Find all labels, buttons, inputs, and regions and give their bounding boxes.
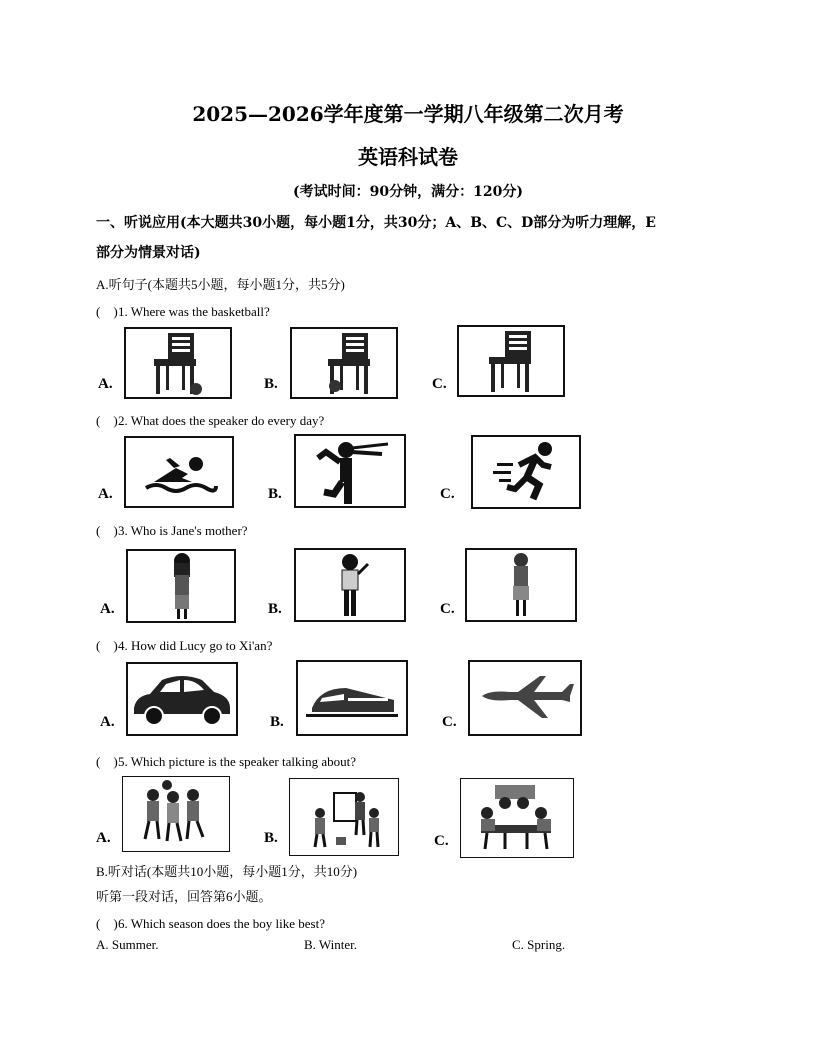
person-icon xyxy=(296,550,404,620)
question-3 xyxy=(96,520,248,539)
option-label-b: B. xyxy=(268,486,282,502)
option-label-a: A. xyxy=(96,830,111,846)
option-label-a: A. xyxy=(100,714,115,730)
train-icon xyxy=(298,662,406,734)
option-a[interactable]: A. Summer. xyxy=(96,937,159,952)
answer-paren[interactable]: ( ) xyxy=(96,916,118,931)
question-1 xyxy=(96,301,270,320)
exam-info: (考试时间：90分钟，满分：120分) xyxy=(293,184,523,200)
person-icon xyxy=(128,551,234,621)
image-classroom[interactable] xyxy=(289,778,399,856)
partB-instruction: 听第一段对话，回答第6小题。 xyxy=(96,889,272,904)
chair-icon xyxy=(292,329,396,397)
image-swimming[interactable] xyxy=(124,436,234,508)
classroom-icon xyxy=(290,779,396,853)
children-group-icon xyxy=(123,777,227,849)
partA-heading: A.听句子(本题共5小题，每小题1分，共5分) xyxy=(96,277,345,292)
image-woman-curly-hair[interactable] xyxy=(465,548,577,622)
image-children-playing[interactable] xyxy=(122,776,230,852)
image-car[interactable] xyxy=(126,662,238,736)
image-girl-short-hair[interactable] xyxy=(294,548,406,622)
car-icon xyxy=(128,664,236,734)
ball-icon xyxy=(329,380,341,392)
question-text: 1. Where was the basketball? xyxy=(118,304,270,319)
subject-title: 英语科试卷 xyxy=(358,145,458,169)
option-label-b: B. xyxy=(264,830,278,846)
section1-heading-line2: 部分为情景对话) xyxy=(96,245,201,261)
answer-paren[interactable]: ( ) xyxy=(96,638,118,653)
option-label-a: A. xyxy=(100,601,115,617)
option-label-c: C. xyxy=(442,714,457,730)
image-chair-ball-under[interactable] xyxy=(124,327,232,399)
option-label-b: B. xyxy=(264,376,278,392)
partB-heading: B.听对话(本题共10小题，每小题1分，共10分) xyxy=(96,864,358,879)
image-girl-long-hair[interactable] xyxy=(126,549,236,623)
option-label-c: C. xyxy=(432,376,447,392)
question-text: 5. Which picture is the speaker talking about? xyxy=(118,754,357,769)
question-5 xyxy=(96,751,356,770)
option-label-b: B. xyxy=(270,714,284,730)
chair-icon xyxy=(459,327,563,395)
answer-paren[interactable]: ( ) xyxy=(96,523,118,538)
question-text: 6. Which season does the boy like best? xyxy=(118,916,325,931)
image-chair-no-ball[interactable] xyxy=(457,325,565,397)
fencer-icon xyxy=(296,436,404,506)
plane-icon xyxy=(470,662,580,734)
option-b[interactable]: B. Winter. xyxy=(304,937,358,952)
ball-icon xyxy=(190,383,202,395)
image-train[interactable] xyxy=(296,660,408,736)
image-dinner-table[interactable] xyxy=(460,778,574,858)
swimmer-icon xyxy=(126,438,232,506)
option-c[interactable]: C. Spring. xyxy=(512,937,566,952)
option-label-c: C. xyxy=(440,601,455,617)
answer-paren[interactable]: ( ) xyxy=(96,413,118,428)
family-dinner-icon xyxy=(461,779,571,855)
image-plane[interactable] xyxy=(468,660,582,736)
question-4 xyxy=(96,635,272,654)
answer-paren[interactable]: ( ) xyxy=(96,754,118,769)
person-icon xyxy=(467,550,575,620)
exam-title: 2025—2026学年度第一学期八年级第二次月考 xyxy=(192,102,624,126)
image-fencing[interactable] xyxy=(294,434,406,508)
image-chair-ball-front[interactable] xyxy=(290,327,398,399)
option-label-b: B. xyxy=(268,601,282,617)
option-label-a: A. xyxy=(98,376,113,392)
question-text: 2. What does the speaker do every day? xyxy=(118,413,325,428)
chair-icon xyxy=(126,329,230,397)
image-running[interactable] xyxy=(471,435,581,509)
option-label-a: A. xyxy=(98,486,113,502)
option-label-c: C. xyxy=(434,833,449,849)
section1-heading-line1: 一、听说应用(本大题共30小题，每小题1分，共30分；A、B、C、D部分为听力理解，E xyxy=(96,215,656,231)
question-text: 3. Who is Jane's mother? xyxy=(118,523,248,538)
question-2 xyxy=(96,410,324,429)
runner-icon xyxy=(473,437,579,507)
question-6 xyxy=(96,913,325,932)
option-label-c: C. xyxy=(440,486,455,502)
question-text: 4. How did Lucy go to Xi'an? xyxy=(118,638,273,653)
answer-paren[interactable]: ( ) xyxy=(96,304,118,319)
